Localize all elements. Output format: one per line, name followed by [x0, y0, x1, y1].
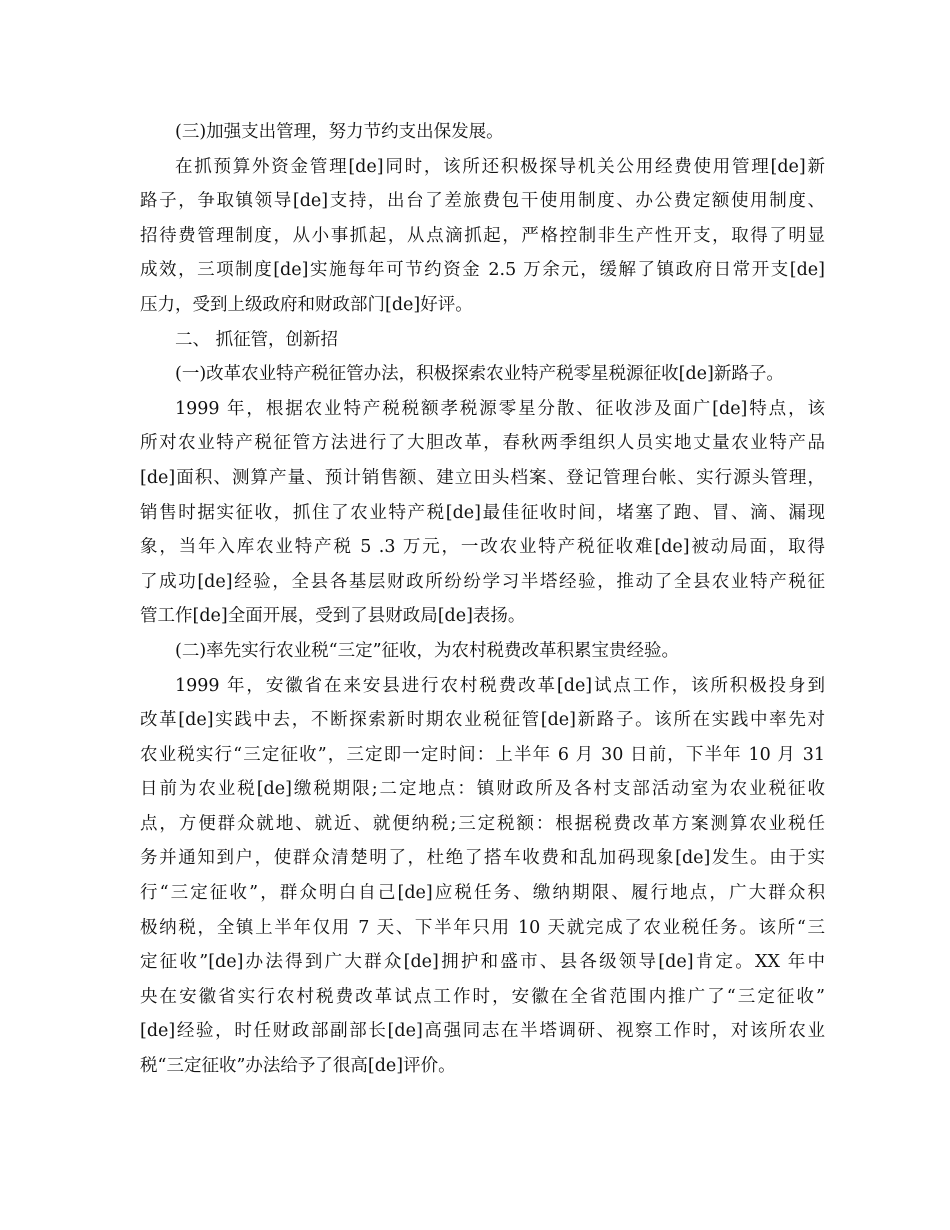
paragraph-line: 改革[de]实践中去，不断探索新时期农业税征管[de]新路子。该所在实践中率先对 — [140, 710, 825, 731]
section-heading: 二、 抓征管，创新招 — [175, 329, 339, 350]
paragraph-line: 销售时据实征收，抓住了农业特产税[de]最佳征收时间，堵塞了跑、冒、滴、漏现 — [140, 502, 825, 523]
paragraph-line: 1999 年，根据农业特产税税额孝税源零星分散、征收涉及面广[de]特点，该 — [175, 398, 825, 419]
paragraph-line: 1999 年，安徽省在来安县进行农村税费改革[de]试点工作，该所积极投身到 — [175, 675, 825, 696]
paragraph-line: 管工作[de]全面开展，受到了县财政局[de]表扬。 — [140, 606, 526, 627]
paragraph-line: 点，方便群众就地、就近、就便纳税;三定税额：根据税费改革方案测算农业税任 — [140, 813, 825, 834]
paragraph-line: 在抓预算外资金管理[de]同时，该所还积极探导机关公用经费使用管理[de]新 — [175, 156, 825, 177]
paragraph-line: 压力，受到上级政府和财政部门[de]好评。 — [140, 294, 473, 315]
section-heading: (二)率先实行农业税“三定”征收，为农村税费改革积累宝贵经验。 — [175, 640, 680, 661]
section-heading: (三)加强支出管理，努力节约支出保发展。 — [175, 122, 504, 142]
paragraph-line: 税“三定征收”办法给予了很高[de]评价。 — [140, 1056, 456, 1077]
paragraph-line: 央在安徽省实行农村税费改革试点工作时，安徽在全省范围内推广了“三定征收” — [140, 986, 825, 1007]
paragraph-line: 定征收”[de]办法得到广大群众[de]拥护和盛市、县各级领导[de]肯定。XX 年中 — [140, 952, 825, 973]
paragraph-line: 路子，争取镇领导[de]支持，出台了差旅费包干使用制度、办公费定额使用制度、 — [140, 191, 825, 212]
paragraph-line: 务并通知到户，使群众清楚明了，杜绝了搭车收费和乱加码现象[de]发生。由于实 — [140, 848, 825, 869]
paragraph-line: 所对农业特产税征管方法进行了大胆改革，春秋两季组织人员实地丈量农业特产品 — [140, 433, 825, 454]
paragraph-line: [de]面积、测算产量、预计销售额、建立田头档案、登记管理台帐、实行源头管理， — [140, 467, 825, 488]
document-body — [140, 115, 825, 1084]
paragraph-line: 日前为农业税[de]缴税期限;二定地点：镇财政所及各村支部活动室为农业税征收 — [140, 779, 825, 800]
paragraph-line: 招待费管理制度，从小事抓起，从点滴抓起，严格控制非生产性开支，取得了明显 — [140, 225, 825, 246]
paragraph-line: 了成功[de]经验，全县各基层财政所纷纷学习半塔经验，推动了全县农业特产税征 — [140, 571, 825, 592]
paragraph-line: 象，当年入库农业特产税 5 .3 万元，一改农业特产税征收难[de]被动局面，取得 — [140, 537, 825, 558]
paragraph-line: 行“三定征收”，群众明白自己[de]应税任务、缴纳期限、履行地点，广大群众积 — [140, 883, 825, 904]
paragraph-line: 极纳税，全镇上半年仅用 7 天、下半年只用 10 天就完成了农业税任务。该所“三 — [140, 917, 825, 938]
paragraph-line: 成效，三项制度[de]实施每年可节约资金 2.5 万余元，缓解了镇政府日常开支[de] — [140, 260, 825, 281]
section-heading: (一)改革农业特产税征管办法，积极探索农业特产税零星税源征收[de]新路子。 — [175, 364, 784, 385]
paragraph-line: 农业税实行“三定征收”，三定即一定时间：上半年 6 月 30 日前，下半年 10 月 31 — [140, 744, 825, 765]
paragraph-line: [de]经验，时任财政部副部长[de]高强同志在半塔调研、视察工作时，对该所农业 — [140, 1021, 825, 1042]
